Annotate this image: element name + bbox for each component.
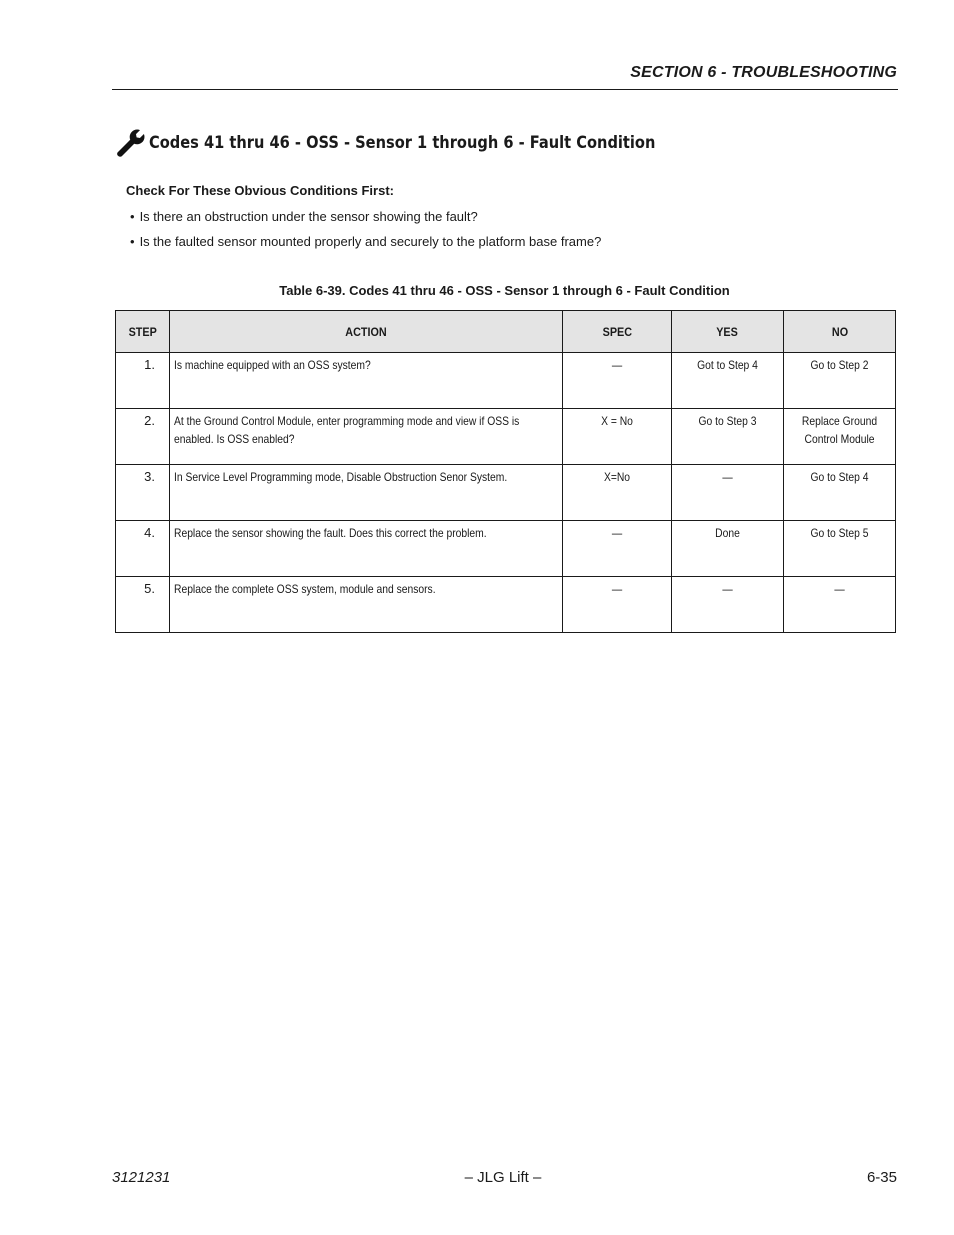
table-row: [116, 353, 896, 409]
step-number: 5.: [144, 581, 155, 596]
column-header-spec: SPEC: [563, 311, 672, 353]
yes-result: Got to Step 4: [697, 358, 758, 372]
table-row: [116, 577, 896, 633]
column-header-action: ACTION: [170, 311, 563, 353]
step-number: 3.: [144, 469, 155, 484]
action-text: In Service Level Programming mode, Disable Obstruction Senor System.: [174, 470, 508, 484]
check-conditions-list: [130, 208, 601, 258]
header-divider: [112, 89, 898, 90]
spec-value: X=No: [603, 470, 631, 484]
document-number: 3121231: [112, 1169, 171, 1186]
spec-value: X = No: [601, 414, 633, 428]
column-header-no: NO: [784, 311, 896, 353]
action-text: Is machine equipped with an OSS system?: [174, 358, 371, 372]
step-number: 2.: [144, 413, 155, 428]
footer-brand: – JLG Lift –: [464, 1169, 542, 1186]
section-header: SECTION 6 - TROUBLESHOOTING: [630, 64, 897, 81]
spec-value: —: [611, 526, 623, 540]
action-text: Replace the complete OSS system, module and sensors.: [174, 582, 436, 596]
no-result: Go to Step 5: [810, 526, 869, 540]
action-text: At the Ground Control Module, enter programming mode and view if OSS is enabled. Is OSS enabled?: [174, 414, 520, 446]
page-title: Codes 41 thru 46 - OSS - Sensor 1 through 6 - Fault Condition: [149, 133, 656, 153]
no-result: Replace Ground Control Module: [801, 414, 878, 446]
table-row: [116, 521, 896, 577]
spec-value: —: [611, 582, 623, 596]
troubleshooting-table: [115, 310, 896, 633]
action-text: Replace the sensor showing the fault. Does this correct the problem.: [174, 526, 487, 540]
column-header-yes: YES: [672, 311, 784, 353]
check-conditions-heading: Check For These Obvious Conditions First:: [126, 183, 394, 198]
column-header-step: STEP: [116, 311, 170, 353]
table-caption: Table 6-39. Codes 41 thru 46 - OSS - Sensor 1 through 6 - Fault Condition: [279, 283, 730, 298]
spec-value: —: [611, 358, 623, 372]
yes-result: —: [722, 582, 733, 596]
yes-result: —: [722, 470, 733, 484]
yes-result: Go to Step 3: [698, 414, 757, 428]
list-item: • Is the faulted sensor mounted properly and securely to the platform base frame?: [130, 233, 601, 258]
no-result: Go to Step 2: [810, 358, 869, 372]
page-title-row: [115, 128, 738, 158]
page-number: 6-35: [866, 1169, 897, 1186]
no-result: Go to Step 4: [810, 470, 869, 484]
table-row: [116, 465, 896, 521]
table-row: [116, 409, 896, 465]
table-header-row: [116, 311, 896, 353]
no-result: —: [834, 582, 845, 596]
yes-result: Done: [715, 526, 740, 540]
step-number: 1.: [144, 357, 155, 372]
step-number: 4.: [144, 525, 155, 540]
wrench-icon: [115, 128, 145, 158]
list-item: • Is there an obstruction under the sensor showing the fault?: [130, 208, 601, 233]
